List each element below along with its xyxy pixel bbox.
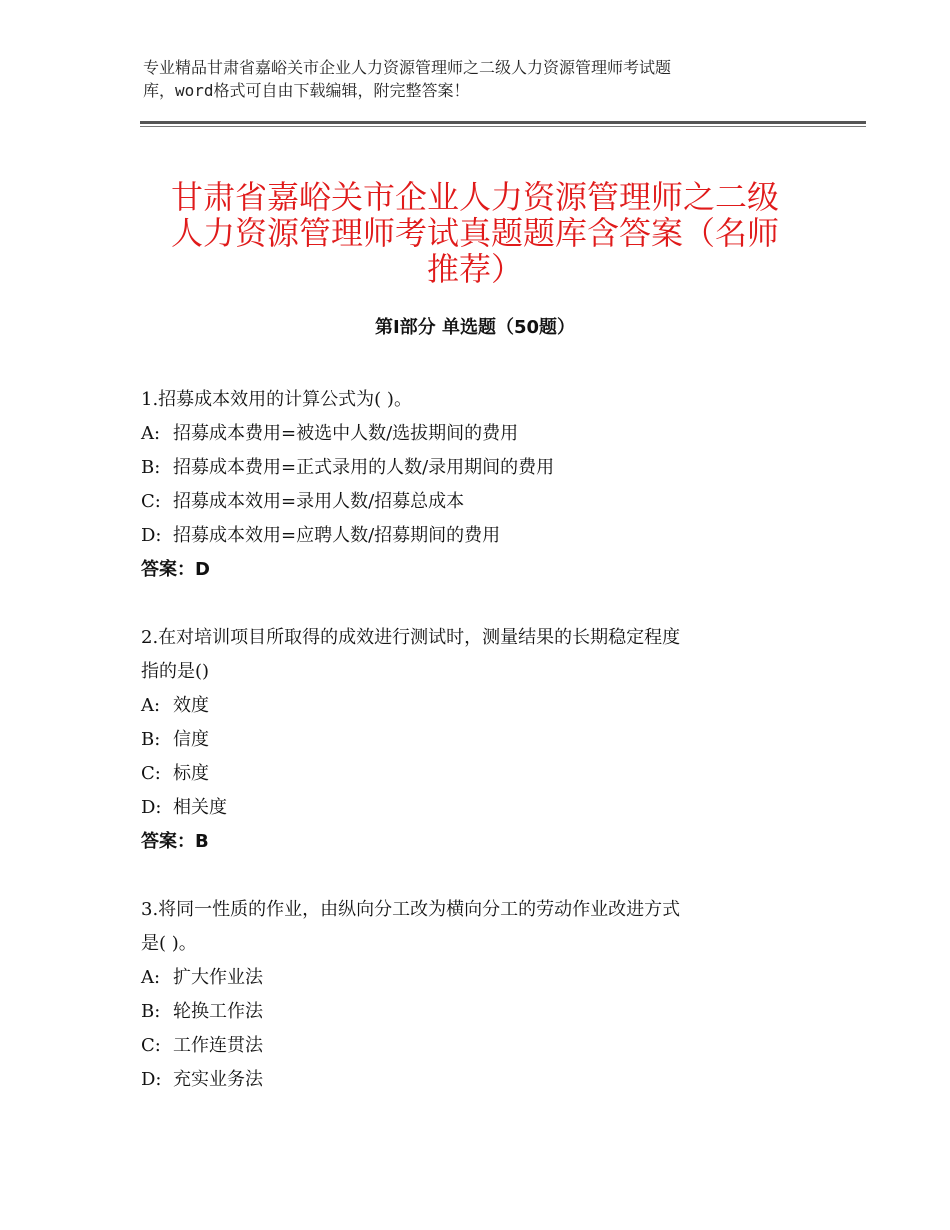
option-d [141, 1063, 811, 1097]
answer-key: 答案：B [141, 831, 209, 852]
option-text: 效度 [173, 695, 209, 716]
answer-key: 答案：D [141, 559, 210, 580]
option-c [141, 1029, 811, 1063]
question-stem: 1.招募成本效用的计算公式为( )。 [141, 389, 412, 410]
option-text: 招募成本费用=被选中人数/选拔期间的费用 [173, 423, 519, 444]
option-letter: D: [141, 525, 162, 546]
question-stem: 2.在对培训项目所取得的成效进行测试时，测量结果的长期稳定程度 [141, 627, 681, 648]
option-b [141, 995, 811, 1029]
question-3 [141, 893, 811, 1097]
option-a [141, 689, 811, 723]
document-title-line-3: 推荐） [426, 250, 523, 289]
question-1 [141, 383, 811, 587]
header-divider-thick [140, 121, 866, 124]
question-2 [141, 621, 811, 859]
option-letter: C: [141, 1035, 161, 1056]
option-text: 相关度 [173, 797, 227, 818]
document-title-line-2: 人力资源管理师考试真题题库含答案（名师 [170, 214, 779, 253]
option-c [141, 485, 811, 519]
option-text: 招募成本效用=应聘人数/招募期间的费用 [173, 525, 501, 546]
option-d [141, 519, 811, 553]
question-stem-continued: 指的是() [141, 661, 210, 682]
section-heading: 第Ⅰ部分 单选题（50题） [374, 317, 575, 338]
option-letter: D: [141, 797, 162, 818]
header-note-line-2: 库，word格式可自由下载编辑，附完整答案！ [143, 81, 470, 100]
header-note [143, 56, 783, 102]
option-letter: A: [141, 423, 161, 444]
document-title [140, 179, 810, 287]
option-text: 轮换工作法 [173, 1001, 263, 1022]
option-b [141, 723, 811, 757]
option-text: 扩大作业法 [173, 967, 263, 988]
option-letter: B: [141, 1001, 161, 1022]
option-letter: C: [141, 763, 161, 784]
option-a [141, 417, 811, 451]
question-list [141, 383, 811, 1131]
option-text: 招募成本费用=正式录用的人数/录用期间的费用 [173, 457, 555, 478]
option-a [141, 961, 811, 995]
option-letter: A: [141, 967, 161, 988]
document-title-line-1: 甘肃省嘉峪关市企业人力资源管理师之二级 [170, 178, 779, 217]
option-d [141, 791, 811, 825]
option-text: 招募成本效用=录用人数/招募总成本 [173, 491, 465, 512]
option-letter: B: [141, 729, 161, 750]
option-text: 充实业务法 [173, 1069, 263, 1090]
question-stem: 3.将同一性质的作业，由纵向分工改为横向分工的劳动作业改进方式 [141, 899, 681, 920]
option-text: 工作连贯法 [173, 1035, 263, 1056]
header-divider-thin [140, 126, 866, 127]
option-letter: A: [141, 695, 161, 716]
option-text: 信度 [173, 729, 209, 750]
option-letter: D: [141, 1069, 162, 1090]
option-letter: C: [141, 491, 161, 512]
option-letter: B: [141, 457, 161, 478]
option-b [141, 451, 811, 485]
header-note-line-1: 专业精品甘肃省嘉峪关市企业人力资源管理师之二级人力资源管理师考试题 [143, 58, 672, 77]
option-text: 标度 [173, 763, 209, 784]
option-c [141, 757, 811, 791]
question-stem-continued: 是( )。 [141, 933, 197, 954]
